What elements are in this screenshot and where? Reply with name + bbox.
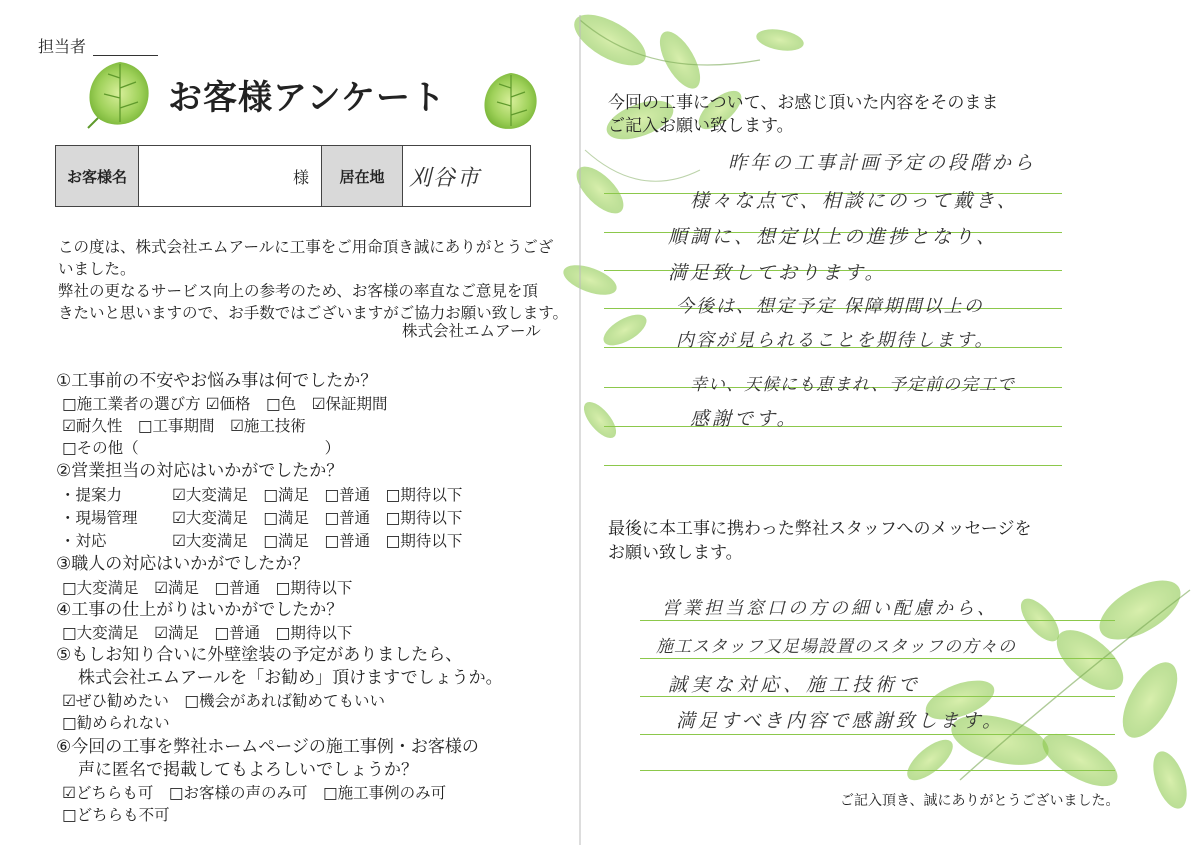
q2-row-label-1: ・提案力 [60,486,123,504]
q6-options-row-2[interactable]: □どちらも不可 [62,806,170,824]
page-title: お客様アンケート [168,78,446,118]
answer-line [640,620,1115,621]
intro-line-2: いました。 [58,260,136,278]
prompt-2-line-2: お願い致します。 [608,543,743,563]
customer-name-label: お客様名 [56,146,139,207]
answer-line [640,658,1115,659]
q3-title: ③職人の対応はいかがでしたか？ [56,554,310,574]
staff-label: 担当者 [38,37,87,56]
closing-message: ご記入頂き、誠にありがとうございました。 [840,793,1120,809]
prompt-1-line-2: ご記入お願い致します。 [608,116,794,136]
q5-options-row-2[interactable]: □勧められない [62,714,170,732]
q1-title: ①工事前の不安やお悩み事は何でしたか？ [56,371,378,391]
q1-options-row-1[interactable]: □施工業者の選び方 ☑価格 □色 ☑保証期間 [62,395,388,413]
answer-2-line-1: 営業担当窓口の方の細い配慮から、 [662,598,998,619]
q5-title-2: 株式会社エムアールを「お勧め」頂けますでしょうか。 [78,668,503,688]
answer-1-line-4: 満足致しております。 [668,262,887,284]
intro-line-3: 弊社の更なるサービス向上の参考のため、お客様の率直なご意見を頂 [58,282,538,300]
answer-1-line-2: 様々な点で、相談にのって戴き、 [690,190,1019,212]
q2-row-options-2[interactable]: ☑大変満足 □満足 □普通 □期待以下 [172,509,463,527]
residence-label: 居在地 [322,146,403,207]
intro-line-4: きたいと思いますので、お手数ではございますがご協力お願い致します。 [58,304,568,322]
intro-line-1: この度は、株式会社エムアールに工事をご用命頂き誠にありがとうござ [58,238,554,256]
intro-signature: 株式会社エムアール [402,322,541,340]
answer-1-line-5: 今後は、想定予定 保障期間以上の [676,296,984,317]
customer-name-field[interactable] [139,146,322,207]
q6-title-2: 声に匿名で掲載してもよろしいでしょうか？ [78,760,418,780]
q1-options-row-3[interactable]: □その他（ ） [62,439,341,457]
prompt-1-line-1: 今回の工事について、お感じ頂いた内容をそのまま [608,93,999,113]
answer-1-line-3: 順調に、想定以上の進捗となり、 [668,226,999,248]
staff-underline [93,55,158,56]
q3-options[interactable]: □大変満足 ☑満足 □普通 □期待以下 [62,579,353,597]
answer-1-line-1: 昨年の工事計画予定の段階から [728,152,1037,174]
answer-1-line-6: 内容が見られることを期待します。 [676,330,995,351]
answer-1-line-7: 幸い、天候にも恵まれ、予定前の完工で [690,375,1016,395]
q2-row-label-2: ・現場管理 [60,509,138,527]
q5-options-row-1[interactable]: ☑ぜひ勧めたい □機会があれば勧めてもいい [62,692,386,710]
leaf-icon-left [80,58,160,130]
q6-options-row-1[interactable]: ☑どちらも可 □お客様の声のみ可 □施工事例のみ可 [62,784,447,802]
prompt-2-line-1: 最後に本工事に携わった弊社スタッフへのメッセージを [608,519,1032,539]
answer-line [640,770,1115,771]
residence-value: 刈谷市 [409,165,482,191]
leaf-icon-right [475,70,545,134]
answer-1-line-8: 感謝です。 [690,408,799,430]
customer-info-table [55,145,531,207]
q6-title-1: ⑥今回の工事を弊社ホームページの施工事例・お客様の [56,737,479,757]
q1-options-row-2[interactable]: ☑耐久性 □工事期間 ☑施工技術 [62,417,306,435]
answer-line [604,426,1062,427]
name-suffix: 様 [292,167,309,187]
answer-line [640,734,1115,735]
residence-field[interactable] [403,146,531,207]
answer-line [604,465,1062,466]
q2-row-options-3[interactable]: ☑大変満足 □満足 □普通 □期待以下 [172,532,463,550]
q4-title: ④工事の仕上がりはいかがでしたか？ [56,600,344,620]
q2-row-label-3: ・対応 [60,532,107,550]
q2-title: ②営業担当の対応はいかがでしたか？ [56,461,344,481]
q5-title-1: ⑤もしお知り合いに外壁塗装の予定がありましたら、 [56,645,463,665]
q2-row-options-1[interactable]: ☑大変満足 □満足 □普通 □期待以下 [172,486,463,504]
answer-2-line-3: 誠実な対応、施工技術で [668,674,922,696]
answer-2-line-2: 施工スタッフ又足場設置のスタッフの方々の [656,637,1016,657]
answer-2-line-4: 満足すべき内容で感謝致します。 [676,710,1005,732]
q4-options[interactable]: □大変満足 ☑満足 □普通 □期待以下 [62,624,353,642]
